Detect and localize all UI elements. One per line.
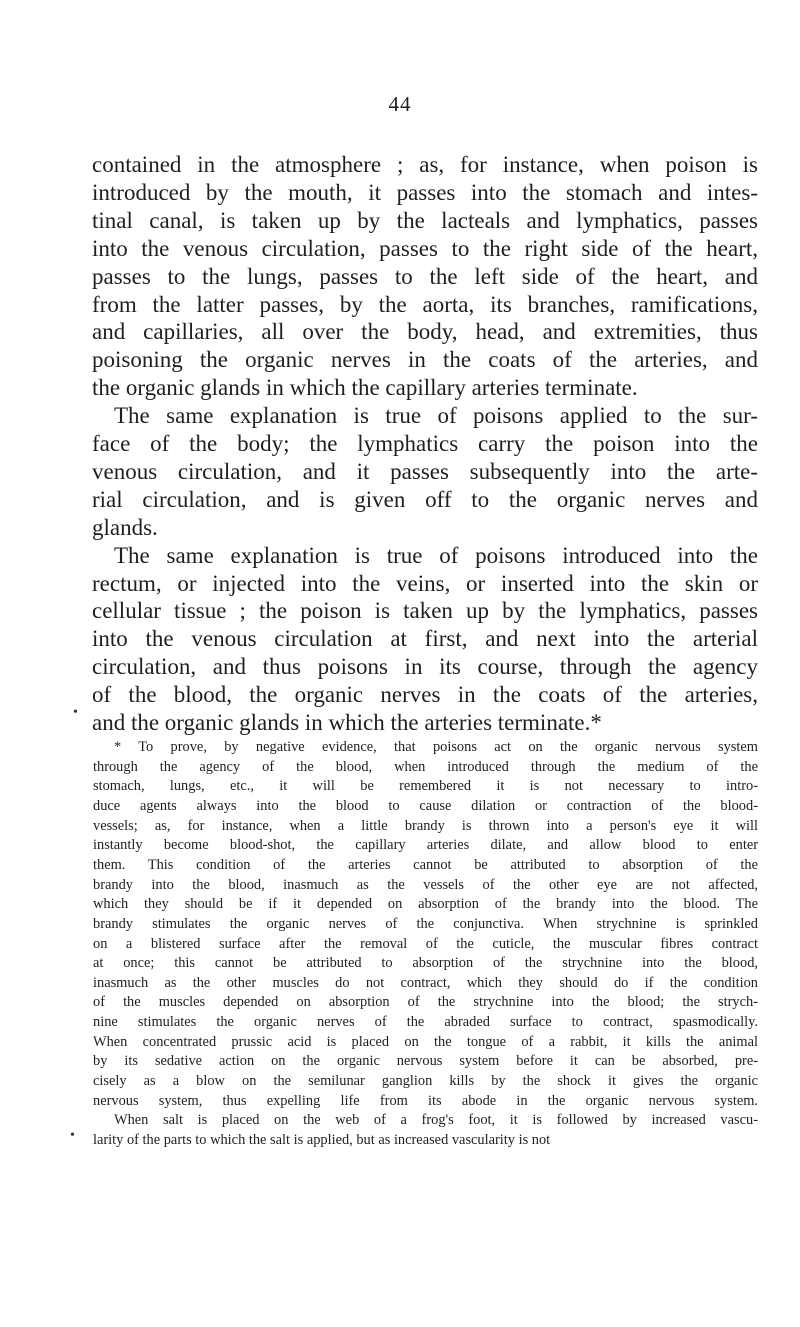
body-line: passes to the lungs, passes to the left side of the heart, and: [92, 263, 758, 289]
body-line: tinal canal, is taken up by the lacteals and lymphatics, passes: [92, 207, 758, 233]
footnote-line: stomach, lungs, etc., it will be remembered it is not necessary to intro-: [93, 778, 758, 795]
margin-mark: •: [70, 1128, 75, 1143]
body-line: contained in the atmosphere ; as, for instance, when poison is: [92, 152, 758, 177]
body-line: rectum, or injected into the veins, or inserted into the skin or: [92, 570, 758, 596]
footnote-line: which they should be if it depended on absorption of the brandy into the blood. The: [93, 896, 758, 913]
body-line: the organic glands in which the capillary arteries terminate.: [92, 375, 638, 401]
body-line: The same explanation is true of poisons introduced into the: [114, 542, 758, 568]
footnote-line: * To prove, by negative evidence, that poisons act on the organic nervous system: [114, 739, 758, 755]
page-number: 44: [388, 92, 412, 116]
body-line: venous circulation, and it passes subsequently into the arte-: [92, 458, 758, 484]
body-line: from the latter passes, by the aorta, its branches, ramifications,: [92, 291, 758, 317]
footnote-line: nervous system, thus expelling life from its abode in the organic nervous system.: [93, 1092, 758, 1109]
footnote-line: of the muscles depended on absorption of the strychnine into the blood; the strych-: [93, 994, 758, 1011]
body-line: into the venous circulation at first, and next into the arterial: [92, 626, 758, 652]
footnote-line: When concentrated prussic acid is placed on the tongue of a rabbit, it kills the animal: [93, 1033, 758, 1050]
body-line: cellular tissue ; the poison is taken up by the lymphatics, passes: [92, 598, 758, 624]
footnote-line: larity of the parts to which the salt is applied, but as increased vascularity is not: [93, 1132, 551, 1148]
body-line: and capillaries, all over the body, head, and extremities, thus: [92, 319, 758, 345]
body-line: glands.: [92, 514, 158, 540]
body-line: rial circulation, and is given off to the organic nerves and: [92, 486, 758, 512]
footnote-line: instantly become blood-shot, the capillary arteries dilate, and allow blood to enter: [93, 837, 758, 854]
body-line: into the venous circulation, passes to the right side of the heart,: [92, 235, 758, 261]
body-line: The same explanation is true of poisons applied to the sur-: [114, 403, 758, 429]
body-line: circulation, and thus poisons in its course, through the agency: [92, 654, 758, 680]
footnote-line: brandy into the blood, inasmuch as the vessels of the other eye are not affected,: [93, 876, 758, 893]
body-line: and the organic glands in which the arteries terminate.*: [92, 710, 602, 735]
footnote-line: inasmuch as the other muscles do not contract, which they should do if the condition: [93, 974, 758, 991]
footnote-line: at once; this cannot be attributed to absorption of the strychnine into the blood,: [93, 955, 758, 972]
footnote-line: on a blistered surface after the removal of the cuticle, the muscular fibres contract: [93, 935, 758, 952]
body-line: poisoning the organic nerves in the coats of the arteries, and: [92, 347, 758, 373]
footnote-line: brandy stimulates the organic nerves of the conjunctiva. When strychnine is sprinkled: [93, 915, 758, 932]
body-line: introduced by the mouth, it passes into the stomach and intes-: [92, 179, 758, 205]
footnote-line: duce agents always into the blood to cause dilation or contraction of the blood-: [93, 797, 758, 814]
footnote-line: through the agency of the blood, when introduced through the medium of the: [93, 758, 758, 775]
footnote-line: nine stimulates the organic nerves of the abraded surface to contract, spasmodically.: [93, 1014, 758, 1031]
margin-mark: •: [73, 705, 78, 720]
body-line: of the blood, the organic nerves in the coats of the arteries,: [92, 682, 758, 708]
footnote-line: by its sedative action on the organic nervous system before it can be absorbed, pre-: [93, 1053, 758, 1070]
footnote-line: vessels; as, for instance, when a little brandy is thrown into a person's eye it will: [93, 817, 758, 834]
footnote-line: cisely as a blow on the semilunar ganglion kills by the shock it gives the organic: [93, 1073, 758, 1090]
footnote-line: them. This condition of the arteries cannot be attributed to absorption of the: [93, 856, 758, 873]
footnote-line: When salt is placed on the web of a frog's foot, it is followed by increased vascu-: [114, 1112, 758, 1129]
body-line: face of the body; the lymphatics carry the poison into the: [92, 431, 758, 456]
